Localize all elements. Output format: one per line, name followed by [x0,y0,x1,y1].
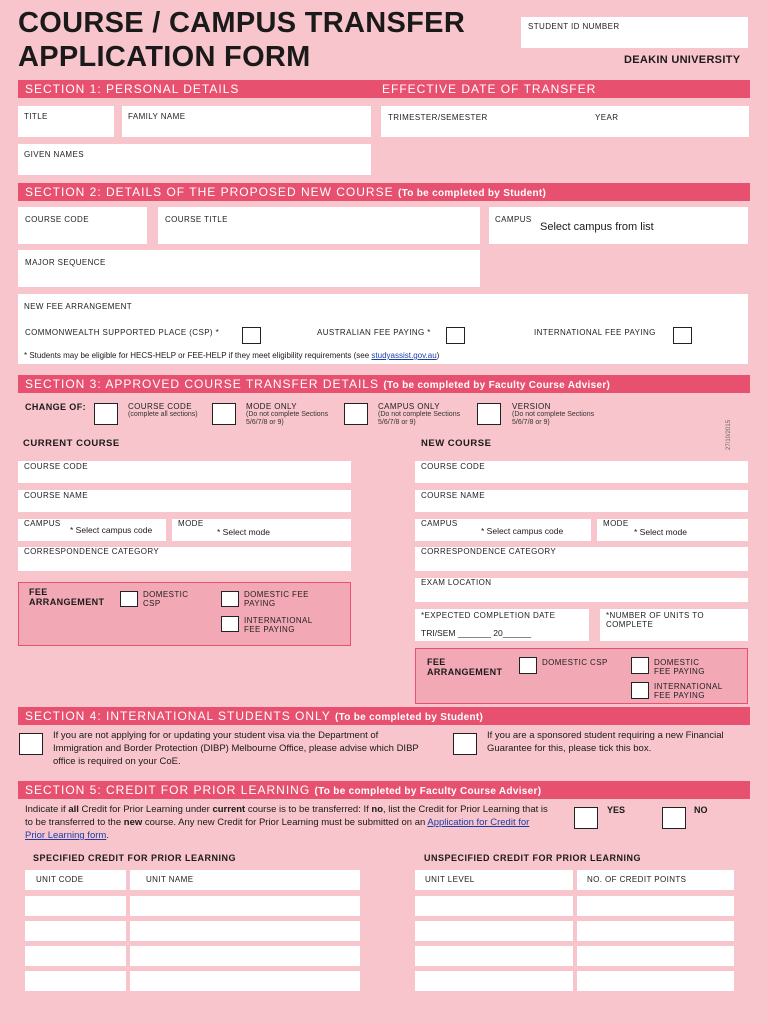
section3-bar [18,375,750,393]
current-course-name-label: COURSE NAME [24,491,88,500]
new-campus-value: * Select campus code [481,526,564,536]
campus-select-value: Select campus from list [540,221,654,233]
trimester-label: TRIMESTER/SEMESTER [388,113,488,122]
family-name-field[interactable] [122,106,371,137]
major-sequence-field[interactable] [18,250,480,287]
exam-location-label: EXAM LOCATION [421,578,492,587]
financial-guarantee-text: If you are a sponsored student requiring a new Financial Guarantee for this, please tick this box. [487,730,724,754]
current-domestic-fee-checkbox[interactable] [221,591,239,607]
credit-intro-text [25,803,550,842]
change-version-option [512,402,604,427]
intro-all: all [68,804,79,815]
specified-credit-heading: SPECIFIED CREDIT FOR PRIOR LEARNING [33,853,237,863]
student-id-label: STUDENT ID NUMBER [528,22,620,31]
given-names-label: GIVEN NAMES [24,150,84,159]
given-names-field[interactable] [18,144,371,175]
current-intl-fee-checkbox[interactable] [221,616,239,632]
table-row-cell[interactable] [415,946,573,966]
section2-bar [18,183,750,201]
new-domestic-csp-checkbox[interactable] [519,657,537,674]
table-row-cell[interactable] [577,896,734,916]
eligibility-note-end: ) [436,351,440,360]
section5-subtitle: (To be completed by Faculty Course Adviser) [314,786,542,797]
current-correspondence-label: CORRESPONDENCE CATEGORY [24,547,160,556]
change-campus-checkbox[interactable] [344,403,368,425]
title-label: TITLE [24,112,48,121]
section3-title: SECTION 3: APPROVED COURSE TRANSFER DETAILS [25,377,379,391]
unit-level-header-label: UNIT LEVEL [425,875,475,884]
table-row-cell[interactable] [130,946,360,966]
units-to-complete-label: *NUMBER OF UNITS TO COMPLETE [606,611,704,629]
form-title-line2: APPLICATION FORM [18,41,311,73]
new-correspondence-label: CORRESPONDENCE CATEGORY [421,547,557,556]
change-version-label: VERSION [512,402,551,411]
eligibility-note [24,351,439,360]
intro-part5: course. Any new Credit for Prior Learning must be submitted on an [142,817,428,828]
intro-no: no [371,804,384,815]
studyassist-link[interactable]: studyassist.gov.au [371,351,437,360]
intl-fee-label: INTERNATIONAL FEE PAYING [534,328,656,337]
intro-current: current [212,804,246,815]
section5-bar [18,781,750,799]
eligibility-note-text: * Students may be eligible for HECS-HELP or FEE-HELP if they meet eligibility requirements (see [24,351,372,360]
table-row-cell[interactable] [130,971,360,991]
change-campus-option [378,402,470,427]
credit-points-header-label: NO. OF CREDIT POINTS [587,875,687,884]
table-row-cell[interactable] [25,946,126,966]
section2-title: SECTION 2: DETAILS OF THE PROPOSED NEW COURSE [25,185,394,199]
table-row-cell[interactable] [577,921,734,941]
current-course-heading: CURRENT COURSE [23,438,120,449]
campus-label: CAMPUS [495,215,532,224]
section4-bar [18,707,750,725]
completion-date-label: *EXPECTED COMPLETION DATE [421,611,556,620]
current-campus-value: * Select campus code [70,525,153,535]
table-row-cell[interactable] [130,921,360,941]
current-course-code-label: COURSE CODE [24,462,88,471]
credit-application-link[interactable]: Application for Credit for Prior Learning form [25,817,530,841]
table-row-cell[interactable] [577,946,734,966]
new-mode-value: * Select mode [634,527,687,537]
section5-title: SECTION 5: CREDIT FOR PRIOR LEARNING [25,783,311,797]
year-label: YEAR [595,113,619,122]
title-field[interactable] [18,106,114,137]
section2-subtitle: (To be completed by Student) [397,188,547,199]
new-course-heading: NEW COURSE [421,438,492,449]
financial-guarantee-checkbox[interactable] [453,733,477,755]
change-mode-note: (Do not complete Sections 5/6/7/8 or 9) [246,411,329,426]
unspecified-credit-heading: UNSPECIFIED CREDIT FOR PRIOR LEARNING [424,853,642,863]
credit-no-label: NO [694,805,708,815]
current-fee-arrangement-label: FEE ARRANGEMENT [29,587,105,607]
change-campus-label: CAMPUS ONLY [378,402,441,411]
major-sequence-label: MAJOR SEQUENCE [25,258,106,267]
change-mode-checkbox[interactable] [212,403,236,425]
university-name: DEAKIN UNIVERSITY [624,54,741,66]
change-version-note: (Do not complete Sections 5/6/7/8 or 9) [512,411,595,426]
intro-end: . [106,830,109,841]
change-version-checkbox[interactable] [477,403,501,425]
new-course-code-label: COURSE CODE [25,215,89,224]
new-domestic-fee-label: DOMESTIC FEE PAYING [654,658,705,676]
intro-part2: Credit for Prior Learning under [78,804,213,815]
intro-part4: , list the Credit for Prior Learning that is to be transferred to the [25,804,548,828]
new-campus-label: CAMPUS [421,519,458,528]
credit-yes-label: YES [607,805,626,815]
completion-date-value: TRI/SEM _______ 20______ [421,628,532,638]
new-course-name-label: COURSE NAME [421,491,485,500]
table-row-cell[interactable] [577,971,734,991]
new-fee-arrangement-label: FEE ARRANGEMENT [427,657,503,677]
table-row-cell[interactable] [25,921,126,941]
intro-part3: course is to be transferred: If [245,804,372,815]
new-course-code-field[interactable] [18,207,147,244]
new-course-code-label-2: COURSE CODE [421,462,485,471]
change-campus-note: (Do not complete Sections 5/6/7/8 or 9) [378,411,461,426]
current-campus-label: CAMPUS [24,519,61,528]
change-course-code-option [128,402,210,419]
unit-name-header-label: UNIT NAME [146,875,194,884]
new-mode-label: MODE [603,519,629,528]
current-mode-value: * Select mode [217,527,270,537]
current-domestic-fee-label: DOMESTIC FEE PAYING [244,590,309,608]
current-domestic-csp-label: DOMESTIC CSP [143,590,189,608]
unit-code-header-label: UNIT CODE [36,875,84,884]
intro-part1: Indicate if [25,804,69,815]
new-course-title-label: COURSE TITLE [165,215,228,224]
aus-fee-checkbox[interactable] [446,327,465,344]
intro-new: new [123,817,143,828]
section1-bar [18,80,750,98]
table-row-cell[interactable] [415,896,573,916]
section4-subtitle: (To be completed by Student) [334,712,484,723]
dibp-office-text: If you are not applying for or updating your student visa via the Department of Immigration and Border Protection (DIBP) Melbourne Office, please advise which DIBP office is required on your CoE. [53,730,419,767]
csp-label: COMMONWEALTH SUPPORTED PLACE (CSP) * [25,328,220,337]
current-mode-label: MODE [178,519,204,528]
section4-title: SECTION 4: INTERNATIONAL STUDENTS ONLY [25,709,331,723]
section1-title: SECTION 1: PERSONAL DETAILS [25,82,240,96]
change-course-code-note: (complete all sections) [128,411,198,418]
effective-date-title: EFFECTIVE DATE OF TRANSFER [382,82,597,96]
form-title [18,6,465,74]
dibp-office-checkbox[interactable] [19,733,43,755]
change-mode-option [246,402,338,427]
credit-no-checkbox[interactable] [662,807,686,829]
intl-fee-checkbox[interactable] [673,327,692,344]
new-domestic-csp-label: DOMESTIC CSP [542,658,608,667]
new-intl-fee-checkbox[interactable] [631,682,649,699]
table-row-cell[interactable] [25,896,126,916]
change-course-code-checkbox[interactable] [94,403,118,425]
new-fee-arrangement-label: NEW FEE ARRANGEMENT [24,302,133,311]
family-name-label: FAMILY NAME [128,112,186,121]
current-domestic-csp-checkbox[interactable] [120,591,138,607]
table-row-cell[interactable] [415,921,573,941]
change-mode-label: MODE ONLY [246,402,298,411]
side-date: 27/10/2015 [726,419,732,450]
section3-subtitle: (To be completed by Faculty Course Adviser) [383,380,611,391]
credit-yes-checkbox[interactable] [574,807,598,829]
new-intl-fee-label: INTERNATIONAL FEE PAYING [654,682,723,700]
table-row-cell[interactable] [415,971,573,991]
aus-fee-label: AUSTRALIAN FEE PAYING * [317,328,431,337]
new-course-title-field[interactable] [158,207,480,244]
change-of-label: CHANGE OF: [25,402,86,412]
change-course-code-label: COURSE CODE [128,402,192,411]
csp-checkbox[interactable] [242,327,261,344]
current-intl-fee-label: INTERNATIONAL FEE PAYING [244,616,313,634]
new-domestic-fee-checkbox[interactable] [631,657,649,674]
form-title-line1: COURSE / CAMPUS TRANSFER [18,7,466,39]
table-row-cell[interactable] [25,971,126,991]
table-row-cell[interactable] [130,896,360,916]
